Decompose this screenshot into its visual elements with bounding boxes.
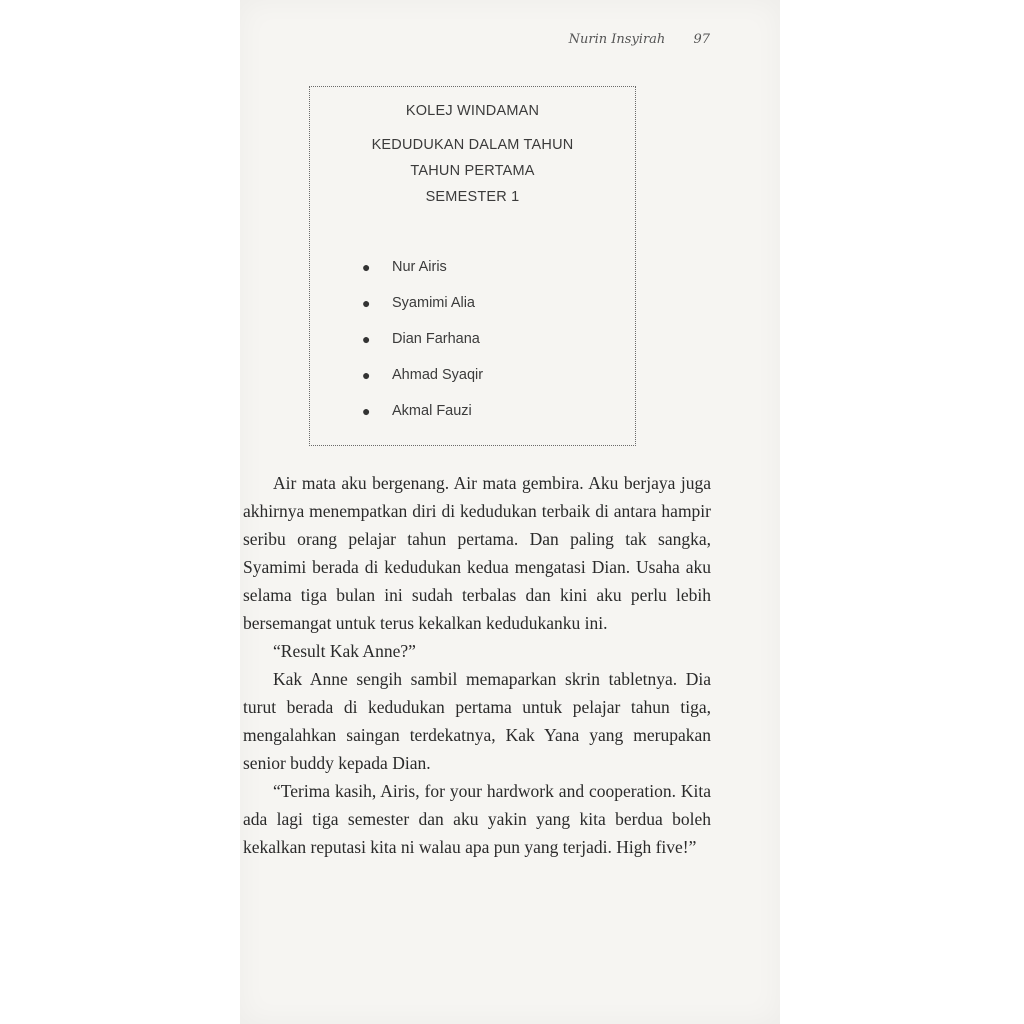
- ranking-box: [309, 86, 636, 446]
- ranking-name: Akmal Fauzi: [392, 403, 472, 419]
- ranking-semester: SEMESTER 1: [425, 189, 520, 205]
- ranking-list: [362, 259, 483, 439]
- ranking-item: [362, 403, 483, 439]
- ranking-name: Ahmad Syaqir: [392, 367, 484, 383]
- ranking-name: Dian Farhana: [392, 331, 480, 347]
- ranking-item: [362, 367, 483, 403]
- ranking-item: [362, 259, 483, 295]
- bullet-icon: ●: [362, 259, 371, 275]
- bullet-icon: ●: [362, 367, 371, 383]
- paragraph: “Terima kasih, Airis, for your hardwork and cooperation. Kita ada lagi tiga semester dan aku yakin yang kita berdua boleh kekalkan reputasi kita ni walau apa pun yang terjadi. High five!”: [243, 781, 711, 857]
- bullet-icon: ●: [362, 331, 371, 347]
- ranking-name: Syamimi Alia: [392, 295, 475, 311]
- book-page: [240, 0, 780, 1024]
- ranking-item: [362, 331, 483, 367]
- college-title: KOLEJ WINDAMAN: [405, 103, 540, 119]
- bullet-icon: ●: [362, 295, 371, 311]
- header-author: Nurin Insyirah: [568, 32, 666, 47]
- ranking-heading: KEDUDUKAN DALAM TAHUN: [371, 137, 574, 153]
- running-header: [569, 32, 710, 47]
- ranking-name: Nur Airis: [392, 259, 447, 275]
- body-text: [243, 469, 711, 861]
- ranking-year: TAHUN PERTAMA: [410, 163, 535, 179]
- ranking-item: [362, 295, 483, 331]
- page-number: 97: [693, 32, 710, 47]
- paragraph: Kak Anne sengih sambil memaparkan skrin tabletnya. Dia turut berada di kedudukan pertama untuk pelajar tahun tiga, mengalahkan saingan terdekatnya, Kak Yana yang merupakan senior buddy kepada Dian.: [243, 669, 711, 773]
- paragraph: “Result Kak Anne?”: [273, 641, 416, 661]
- paragraph: Air mata aku bergenang. Air mata gembira. Aku berjaya juga akhirnya menempatkan diri di kedudukan terbaik di antara hampir seribu orang pelajar tahun pertama. Dan paling tak sangka, Syamimi berada di kedudukan kedua mengatasi Dian. Usaha aku selama tiga bulan ini sudah terbalas dan kini aku perlu lebih bersemangat untuk terus kekalkan kedudukanku ini.: [243, 473, 711, 633]
- bullet-icon: ●: [362, 403, 371, 419]
